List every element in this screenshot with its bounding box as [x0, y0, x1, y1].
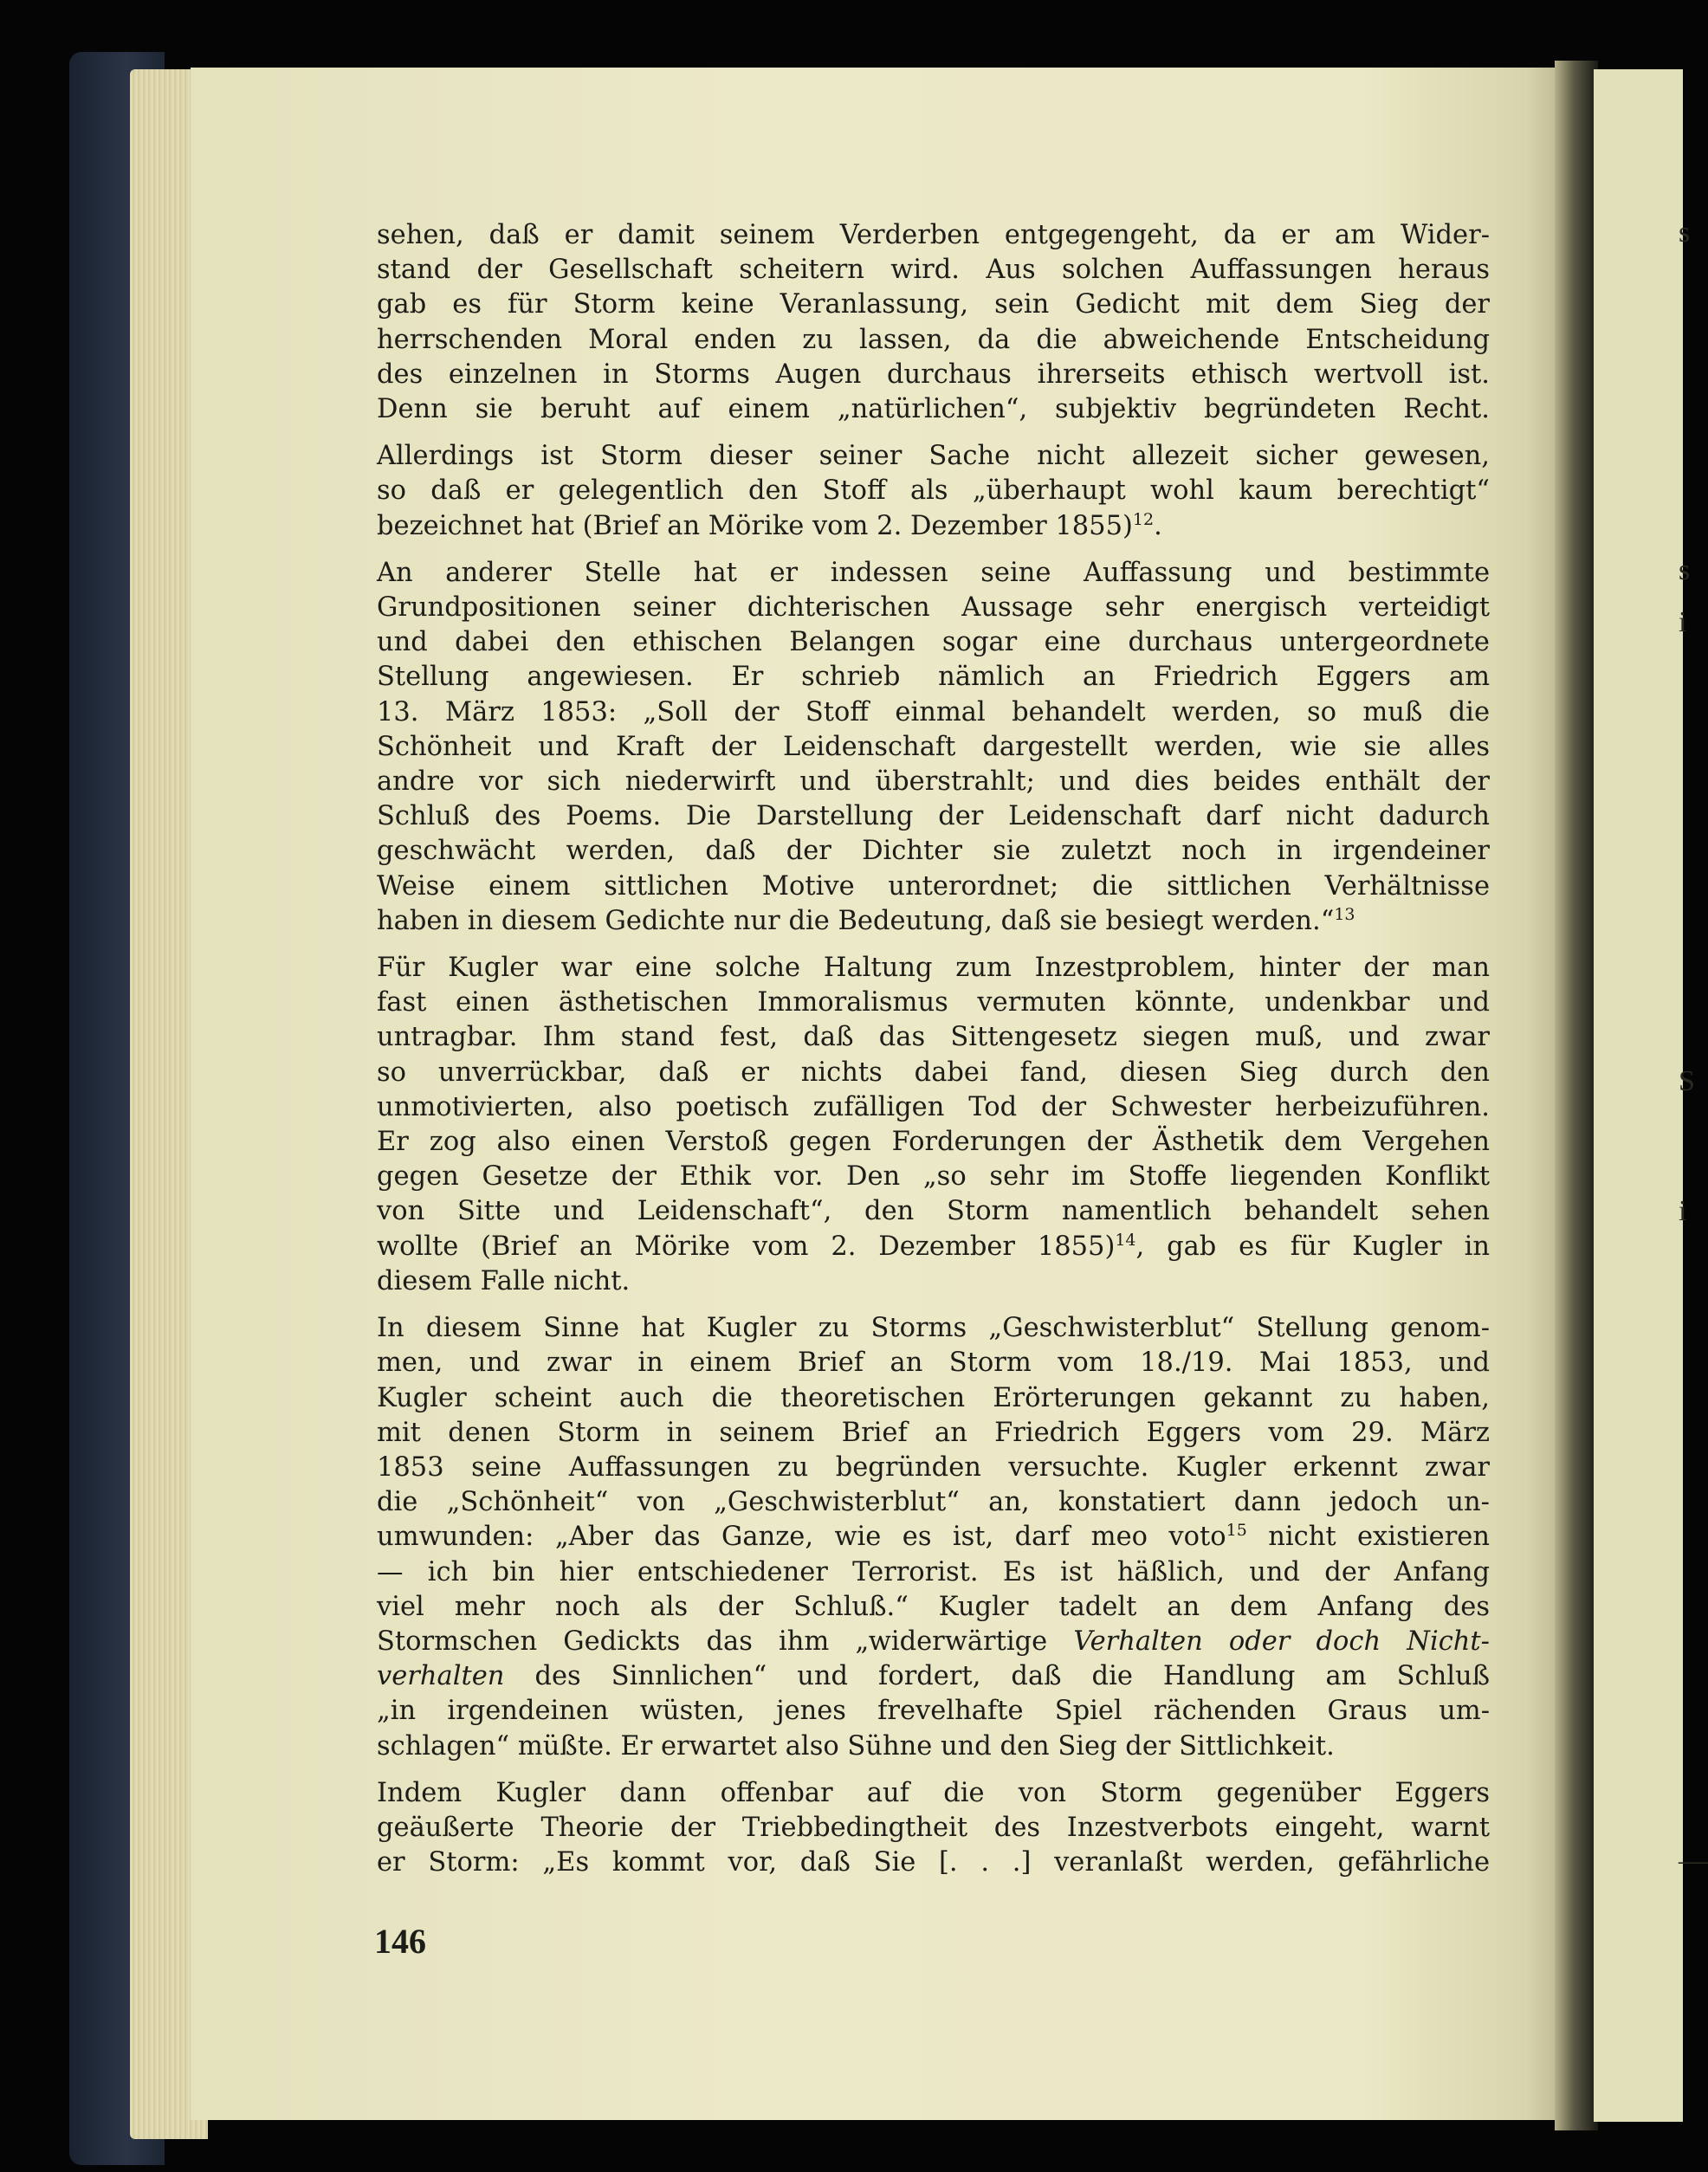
text-line: Denn sie beruht auf einem „natürlichen“, subjektiv begründeten Recht. [377, 394, 1490, 425]
text-line: die „Schönheit“ von „Geschwisterblut“ an, konstatiert dann jedoch un- [377, 1487, 1490, 1518]
text-run: , gab es für Kugler in [1135, 1231, 1490, 1262]
text-line [377, 1625, 1490, 1659]
adjacent-page-fragment: i [1679, 606, 1687, 638]
paragraph-5 [377, 1311, 1490, 1764]
body-text [377, 218, 1490, 1892]
text-line: fast einen ästhetischen Immoralismus vermuten könnte, undenkbar und [377, 987, 1490, 1018]
page-number: 146 [374, 1922, 426, 1961]
text-line: geschwächt werden, daß der Dichter sie zuletzt noch in irgendeiner [377, 836, 1490, 867]
text-line: so daß er gelegentlich den Stoff als „überhaupt wohl kaum berechtigt“ [377, 475, 1490, 507]
text-run: haben in diesem Gedichte nur die Bedeutung, daß sie besiegt werden.“ [377, 905, 1335, 936]
text-line: so unverrückbar, daß er nichts dabei fand, diesen Sieg durch den [377, 1057, 1490, 1088]
text-line: geäußerte Theorie der Triebbedingtheit des Inzestverbots eingeht, warnt [377, 1812, 1490, 1843]
text-line [377, 1659, 1490, 1694]
text-line: und dabei den ethischen Belangen sogar eine durchaus untergeordnete [377, 627, 1490, 658]
text-line: viel mehr noch als der Schluß.“ Kugler tadelt an dem Anfang des [377, 1591, 1490, 1622]
text-line: gab es für Storm keine Veranlassung, sein Gedicht mit dem Sieg der [377, 289, 1490, 320]
text-line: Stellung angewiesen. Er schrieb nämlich an Friedrich Eggers am [377, 662, 1490, 693]
footnote-marker: 15 [1226, 1521, 1247, 1541]
paragraph-1 [377, 218, 1490, 427]
text-line: Allerdings ist Storm dieser seiner Sache nicht allezeit sicher gewesen, [377, 441, 1490, 472]
text-line [377, 509, 1490, 544]
text-line: „in irgendeinen wüsten, jenes frevelhafte Spiel rächenden Graus um- [377, 1696, 1490, 1727]
text-line: mit denen Storm in seinem Brief an Friedrich Eggers vom 29. März [377, 1417, 1490, 1448]
adjacent-page-fragment: i [1679, 1195, 1687, 1227]
footnote-marker: 14 [1115, 1230, 1136, 1250]
text-run: . [1154, 510, 1162, 541]
paragraph-2 [377, 439, 1490, 544]
text-line: 1853 seine Auffassungen zu begründen versuchte. Kugler erkennt zwar [377, 1451, 1490, 1483]
text-line: er Storm: „Es kommt vor, daß Sie [. . .] veranlaßt werden, gefährliche [377, 1847, 1490, 1878]
text-line: von Sitte und Leidenschaft“, den Storm namentlich behandelt sehen [377, 1196, 1490, 1227]
text-run: bezeichnet hat (Brief an Mörike vom 2. Dezember 1855) [377, 510, 1133, 541]
adjacent-page-fragment: s [1679, 217, 1691, 249]
footnote-marker: 12 [1132, 509, 1155, 529]
text-line: stand der Gesellschaft scheitern wird. Aus solchen Auffassungen heraus [377, 255, 1490, 286]
text-line: gegen Gesetze der Ethik vor. Den „so sehr im Stoffe liegenden Konflikt [377, 1161, 1490, 1193]
text-line: sehen, daß er damit seinem Verderben entgegengeht, da er am Wider- [377, 220, 1490, 250]
text-line: An anderer Stelle hat er indessen seine Auffassung und bestimmte [377, 557, 1490, 588]
adjacent-page [1594, 69, 1708, 2122]
text-line: — ich bin hier entschiedener Terrorist. Es ist häßlich, und der Anfang [377, 1556, 1490, 1587]
text-line: 13. März 1853: „Soll der Stoff einmal behandelt werden, so muß die [377, 696, 1490, 727]
text-line: Kugler scheint auch die theoretischen Erörterungen gekannt zu haben, [377, 1382, 1490, 1413]
text-line: Für Kugler war eine solche Haltung zum Inzestproblem, hinter der man [377, 953, 1490, 984]
text-line [377, 1230, 1490, 1264]
text-line [377, 904, 1490, 939]
text-line: unmotivierten, also poetisch zufälligen Tod der Schwester herbeizuführen. [377, 1091, 1490, 1122]
text-line: schlagen“ müßte. Er erwartet also Sühne und den Sieg der Sittlichkeit. [377, 1730, 1335, 1762]
text-run: nicht existieren [1246, 1522, 1490, 1553]
adjacent-page-fragment: — [1679, 1845, 1708, 1877]
text-line: Er zog also einen Verstoß gegen Forderungen der Ästhetik dem Vergehen [377, 1127, 1490, 1158]
paragraph-6 [377, 1776, 1490, 1881]
italic-text: verhalten [377, 1661, 505, 1692]
adjacent-page-fragment: s [1679, 554, 1691, 586]
text-line: Indem Kugler dann offenbar auf die von Storm gegenüber Eggers [377, 1777, 1490, 1808]
text-line: andre vor sich niederwirft und überstrahlt; und dies beides enthält der [377, 766, 1490, 798]
text-line: In diesem Sinne hat Kugler zu Storms „Geschwisterblut“ Stellung genom- [377, 1313, 1490, 1344]
book-gutter [1555, 61, 1598, 2130]
footnote-marker: 13 [1334, 904, 1355, 924]
text-run: des Sinnlichen“ und fordert, daß die Handlung am Schluß [504, 1661, 1490, 1692]
text-run: Stormschen Gedickts das ihm „widerwärtige [377, 1626, 1074, 1657]
text-line: diesem Falle nicht. [377, 1265, 631, 1296]
text-line: des einzelnen in Storms Augen durchaus ihrerseits ethisch wertvoll ist. [377, 359, 1490, 390]
text-run: wollte (Brief an Mörike vom 2. Dezember 1855) [377, 1231, 1116, 1262]
paragraph-3 [377, 556, 1490, 939]
text-line: Schönheit und Kraft der Leidenschaft dargestellt werden, wie sie alles [377, 731, 1490, 762]
text-line: men, und zwar in einem Brief an Storm vom 18./19. Mai 1853, und [377, 1348, 1490, 1379]
text-line: untragbar. Ihm stand fest, daß das Sittengesetz siegen muß, und zwar [377, 1022, 1490, 1053]
text-line: herrschenden Moral enden zu lassen, da die abweichende Entscheidung [377, 324, 1490, 355]
italic-text: Verhalten oder doch Nicht- [1073, 1626, 1490, 1657]
text-run: umwunden: „Aber das Ganze, wie es ist, darf meo voto [377, 1522, 1226, 1553]
adjacent-page-fragment: S [1679, 1065, 1695, 1097]
text-line: Weise einem sittlichen Motive unterordnet; die sittlichen Verhältnisse [377, 870, 1490, 902]
paragraph-4 [377, 951, 1490, 1299]
text-line: Grundpositionen seiner dichterischen Aussage sehr energisch verteidigt [377, 592, 1490, 624]
text-line: Schluß des Poems. Die Darstellung der Leidenschaft darf nicht dadurch [377, 801, 1490, 832]
text-line [377, 1520, 1490, 1555]
